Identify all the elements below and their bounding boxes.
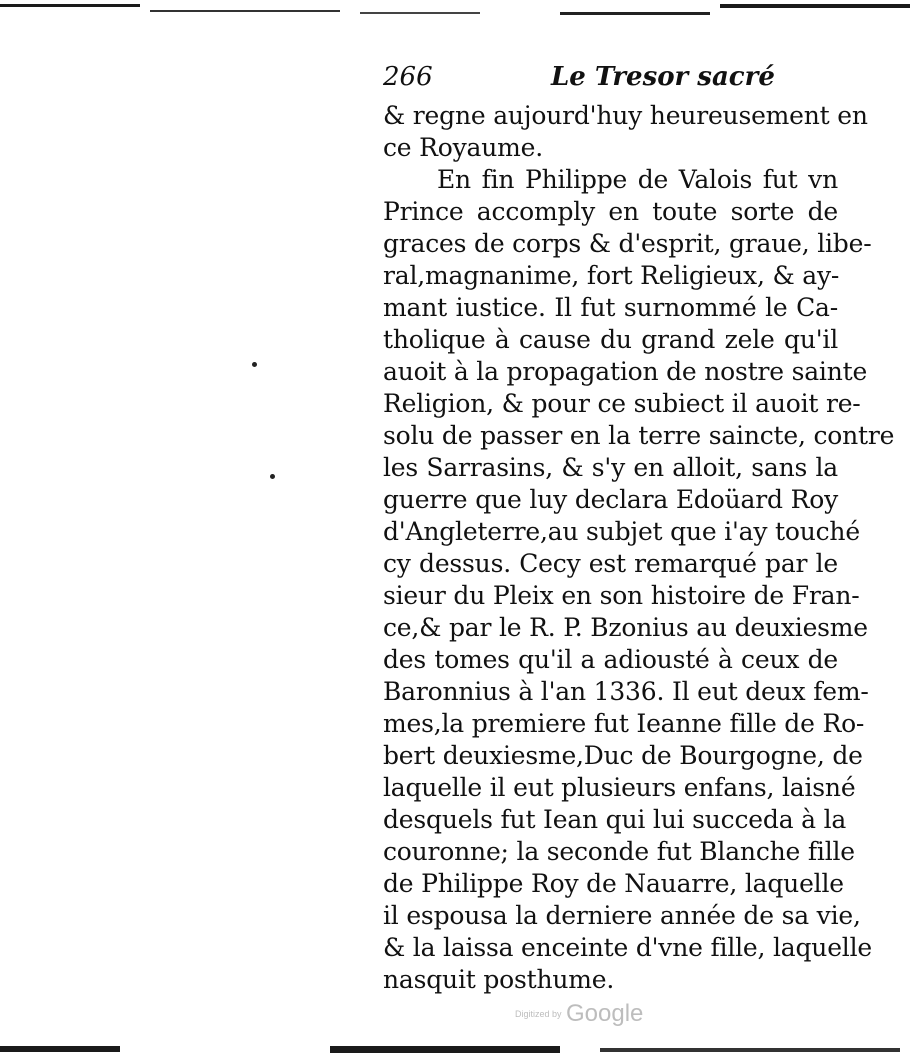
- text-line: solu de passer en la terre saincte, contre: [383, 421, 895, 450]
- ink-speck: [252, 362, 257, 367]
- scan-edge-mark: [0, 4, 140, 7]
- scan-edge-mark: [600, 1048, 900, 1052]
- text-line: il espousa la derniere année de sa vie,: [383, 901, 861, 930]
- text-line: mant iustice. Il fut surnommé le Ca-: [383, 293, 838, 322]
- text-line: & la laissa enceinte d'vne fille, laquelle: [383, 933, 872, 962]
- scan-edge-mark: [150, 10, 340, 12]
- watermark-prefix: Digitized by: [515, 1009, 562, 1019]
- text-line: tholique à cause du grand zele qu'il: [383, 325, 838, 354]
- text-line: les Sarrasins, & s'y en alloit, sans la: [383, 453, 838, 482]
- text-line: Religion, & pour ce subiect il auoit re-: [383, 389, 861, 418]
- text-line: desquels fut Iean qui lui succeda à la: [383, 805, 847, 834]
- text-line: graces de corps & d'esprit, graue, libe-: [383, 229, 872, 258]
- text-line: Prince accomply en toute sorte de: [383, 197, 838, 226]
- body-text: [383, 100, 895, 996]
- text-line: des tomes qu'il a adiousté à ceux de: [383, 645, 838, 674]
- text-line: laquelle il eut plusieurs enfans, laisné: [383, 773, 856, 802]
- text-line: Baronnius à l'an 1336. Il eut deux fem-: [383, 677, 869, 706]
- watermark-brand: Google: [565, 1000, 644, 1027]
- scan-edge-mark: [720, 4, 910, 8]
- ink-speck: [270, 474, 275, 479]
- text-line: d'Angleterre,au subjet que i'ay touché: [383, 517, 860, 546]
- scan-edge-mark: [360, 12, 480, 14]
- text-line: ral,magnanime, fort Religieux, & ay-: [383, 261, 840, 290]
- page-header: [383, 56, 833, 96]
- page-number: 266: [383, 62, 433, 92]
- scan-edge-mark: [330, 1046, 560, 1053]
- text-line: couronne; la seconde fut Blanche fille: [383, 837, 855, 866]
- text-line: & regne aujourd'huy heureusement en: [383, 101, 868, 130]
- digitization-watermark: [515, 1000, 643, 1028]
- text-line: mes,la premiere fut Ieanne fille de Ro-: [383, 709, 865, 738]
- text-line: auoit à la propagation de nostre sainte: [383, 357, 868, 386]
- text-line: sieur du Pleix en son histoire de Fran-: [383, 581, 860, 610]
- text-line: guerre que luy declara Edoüard Roy: [383, 485, 838, 514]
- text-line: ce,& par le R. P. Bzonius au deuxiesme: [383, 613, 868, 642]
- running-title: Le Tresor sacré: [551, 62, 775, 92]
- text-line: nasquit posthume.: [383, 965, 615, 994]
- text-line: ce Royaume.: [383, 133, 543, 162]
- text-line: de Philippe Roy de Nauarre, laquelle: [383, 869, 844, 898]
- scan-edge-mark: [0, 1046, 120, 1052]
- text-line: En fin Philippe de Valois fut vn: [437, 165, 838, 194]
- text-line: cy dessus. Cecy est remarqué par le: [383, 549, 838, 578]
- text-line: bert deuxiesme,Duc de Bourgogne, de: [383, 741, 863, 770]
- scan-edge-mark: [560, 12, 710, 15]
